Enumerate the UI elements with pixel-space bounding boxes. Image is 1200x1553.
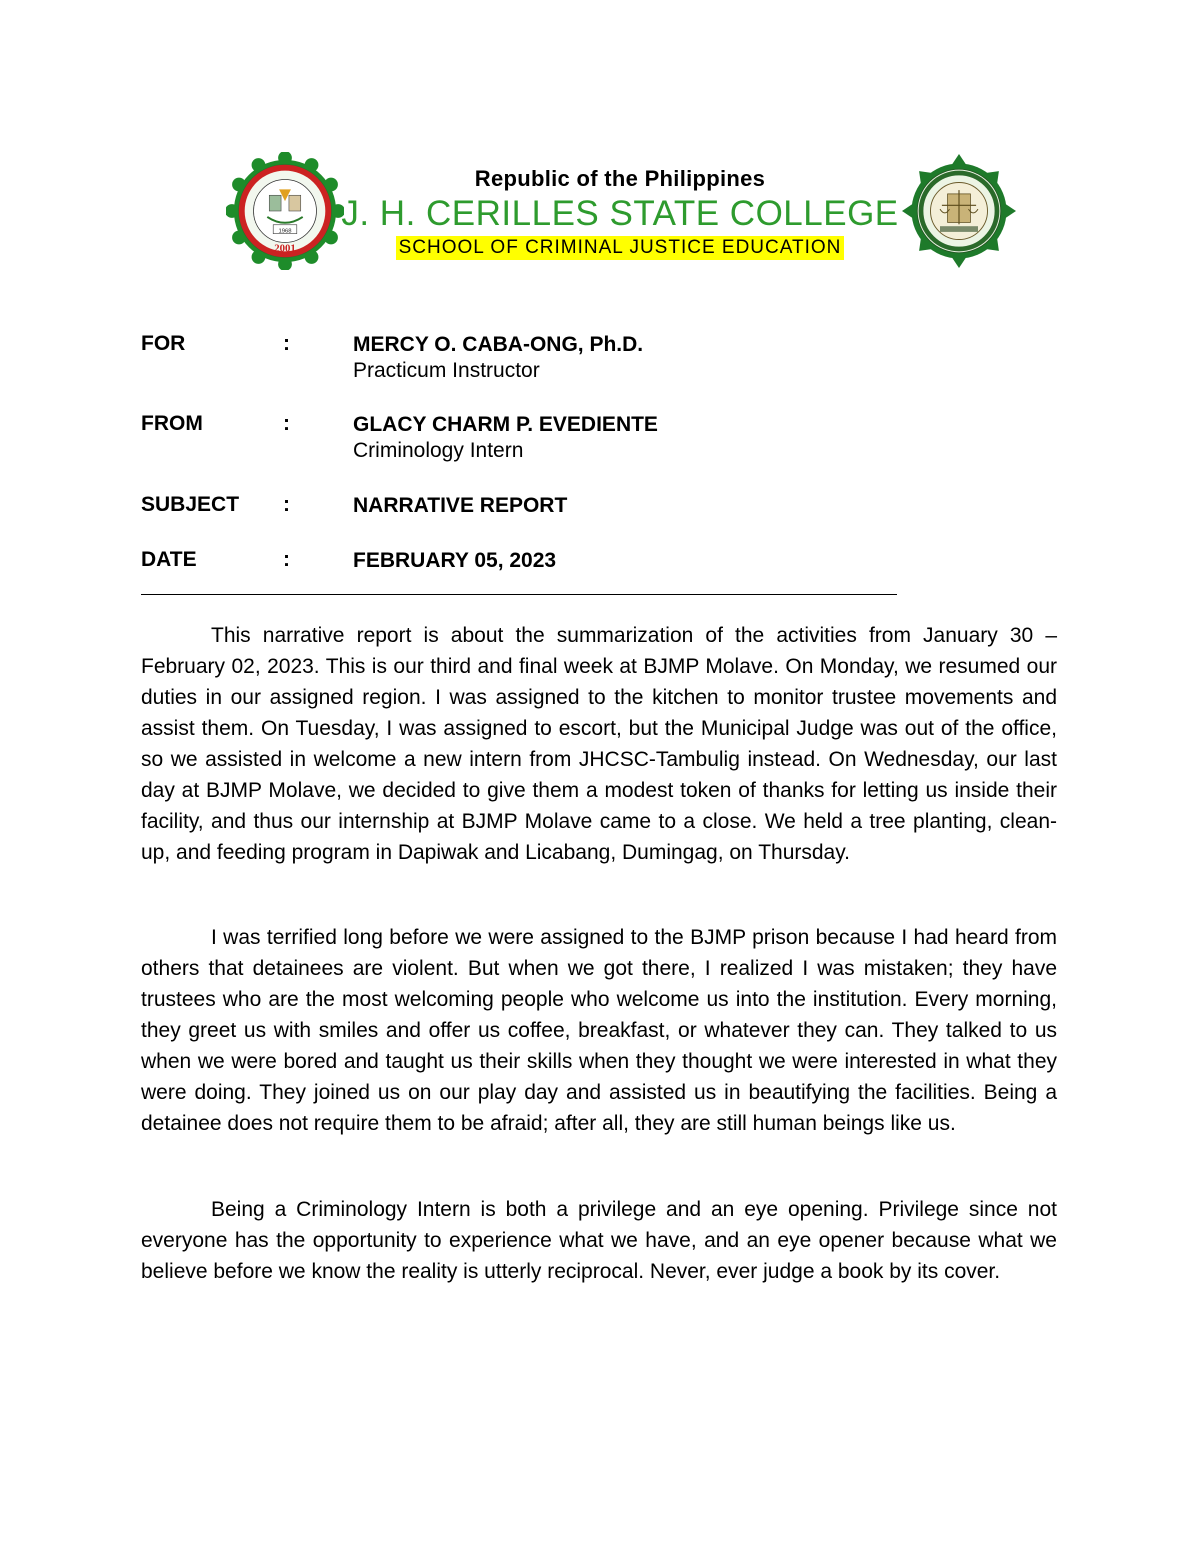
memo-subject-value: NARRATIVE REPORT — [353, 494, 568, 517]
body-paragraph-3: Being a Criminology Intern is both a privilege and an eye opening. Privilege since not everyone has the opportunity to experience what we have, and an eye opener because what we believe before we know the reality is utterly reciprocal. Never, ever judge a book by its cover. — [141, 1198, 1057, 1283]
memo-for-title: Practicum Instructor — [353, 359, 540, 382]
memo-divider — [141, 594, 897, 595]
seal-year-bottom: 2001 — [274, 242, 296, 255]
memo-from-colon: : — [283, 412, 290, 435]
seal-year-top: 1968 — [278, 228, 292, 235]
memo-date-colon: : — [283, 548, 290, 571]
school-name: SCHOOL OF CRIMINAL JUSTICE EDUCATION — [396, 236, 845, 260]
memo-for-label: FOR — [141, 332, 186, 355]
memo-for-colon: : — [283, 332, 290, 355]
memo-date-value-wrap — [353, 548, 556, 574]
memo-for-value — [353, 332, 643, 384]
republic-heading: Republic of the Philippines — [474, 166, 766, 191]
college-seal-icon — [226, 152, 344, 270]
criminal-justice-seal-icon — [902, 154, 1016, 268]
memo-date-label: DATE — [141, 548, 197, 571]
memo-from-title: Criminology Intern — [353, 439, 524, 462]
memo-subject-colon: : — [283, 493, 290, 516]
body-paragraph-1: This narrative report is about the summarization of the activities from January 30 – February 02, 2023. This is our third and final week at BJMP Molave. On Monday, we resumed our duties in our assigned region. I was assigned to the kitchen to monitor trustee movements and assist them. On Tuesday, I was assigned to escort, but the Municipal Judge was out of the office, so we assisted in welcome a new intern from JHCSC-Tambulig instead. On Wednesday, our last day at BJMP Molave, we decided to give them a modest token of thanks for letting us inside their facility, and thus our internship at BJMP Molave came to a close. We held a tree planting, clean-up, and feeding program in Dapiwak and Licabang, Dumingag, on Thursday. — [141, 624, 1057, 864]
school-line — [340, 236, 900, 260]
memo-subject-value-wrap — [353, 493, 567, 519]
memo-from-name: GLACY CHARM P. EVEDIENTE — [353, 413, 658, 436]
memo-for-name: MERCY O. CABA-ONG, Ph.D. — [353, 333, 644, 356]
memo-subject-label: SUBJECT — [141, 493, 240, 516]
college-name: J. H. CERILLES STATE COLLEGE — [341, 194, 899, 233]
memo-from-value — [353, 412, 658, 464]
memo-from-label: FROM — [141, 412, 203, 435]
body-paragraph-2: I was terrified long before we were assigned to the BJMP prison because I had heard from others that detainees are violent. But when we got there, I realized I was mistaken; they have trustees who are the most welcoming people who welcome us into the institution. Every morning, they greet us with smiles and offer us coffee, breakfast, or whatever they can. They talked to us when we were bored and taught us their skills when they thought we were interested in what they were doing. They joined us on our play day and assisted us in beautifying the facilities. Being a detainee does not require them to be afraid; after all, they are still human beings like us. — [141, 926, 1057, 1135]
memo-date-value: FEBRUARY 05, 2023 — [353, 549, 557, 572]
